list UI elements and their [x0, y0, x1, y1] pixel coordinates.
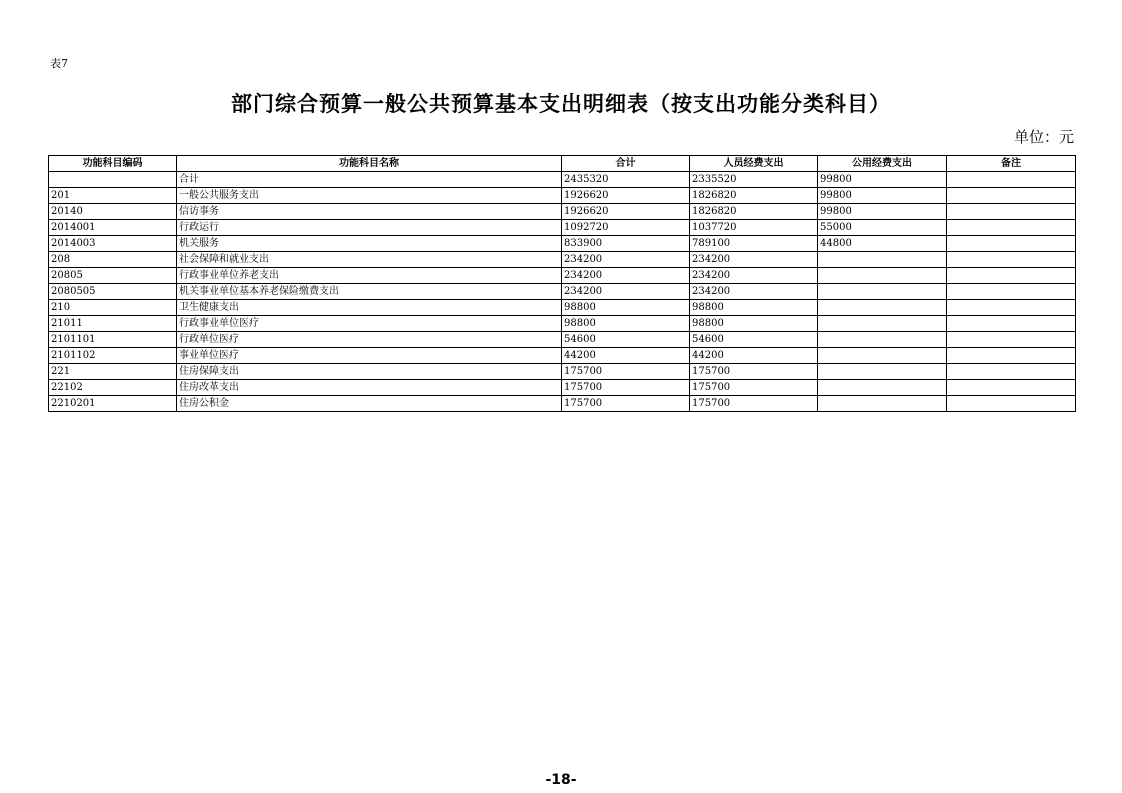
code-cell: 2080505 [49, 284, 177, 300]
note-cell [947, 204, 1076, 220]
personnel-cell: 98800 [690, 300, 818, 316]
personnel-cell: 234200 [690, 252, 818, 268]
code-cell: 2014003 [49, 236, 177, 252]
note-cell [947, 380, 1076, 396]
public-cell [818, 268, 947, 284]
personnel-cell: 175700 [690, 396, 818, 412]
note-cell [947, 364, 1076, 380]
page-number: -18- [545, 772, 577, 788]
personnel-cell: 1826820 [690, 204, 818, 220]
table-row [49, 220, 1076, 236]
code-cell: 21011 [49, 316, 177, 332]
public-cell: 55000 [818, 220, 947, 236]
name-cell: 行政事业单位医疗 [177, 316, 562, 332]
table-row [49, 348, 1076, 364]
code-cell: 201 [49, 188, 177, 204]
table-row [49, 300, 1076, 316]
table-row [49, 188, 1076, 204]
public-cell [818, 396, 947, 412]
column-header-public: 公用经费支出 [818, 156, 947, 172]
column-header-total: 合计 [562, 156, 690, 172]
total-cell: 175700 [562, 380, 690, 396]
code-cell [49, 172, 177, 188]
name-cell: 一般公共服务支出 [177, 188, 562, 204]
note-cell [947, 252, 1076, 268]
table-row [49, 316, 1076, 332]
code-cell: 20140 [49, 204, 177, 220]
total-cell: 234200 [562, 284, 690, 300]
code-cell: 2210201 [49, 396, 177, 412]
note-cell [947, 396, 1076, 412]
total-cell: 98800 [562, 316, 690, 332]
public-cell [818, 316, 947, 332]
note-cell [947, 300, 1076, 316]
name-cell: 住房公积金 [177, 396, 562, 412]
total-cell: 1926620 [562, 188, 690, 204]
name-cell: 信访事务 [177, 204, 562, 220]
personnel-cell: 175700 [690, 364, 818, 380]
name-cell: 行政单位医疗 [177, 332, 562, 348]
personnel-cell: 175700 [690, 380, 818, 396]
name-cell: 机关事业单位基本养老保险缴费支出 [177, 284, 562, 300]
table-row [49, 364, 1076, 380]
total-cell: 1926620 [562, 204, 690, 220]
table-header-row [49, 156, 1076, 172]
note-cell [947, 236, 1076, 252]
public-cell [818, 348, 947, 364]
total-cell: 98800 [562, 300, 690, 316]
total-cell: 234200 [562, 252, 690, 268]
unit-label: 单位：元 [1013, 128, 1074, 146]
code-cell: 20805 [49, 268, 177, 284]
note-cell [947, 284, 1076, 300]
table-row [49, 396, 1076, 412]
note-cell [947, 268, 1076, 284]
personnel-cell: 234200 [690, 268, 818, 284]
personnel-cell: 789100 [690, 236, 818, 252]
name-cell: 行政运行 [177, 220, 562, 236]
public-cell: 99800 [818, 204, 947, 220]
code-cell: 210 [49, 300, 177, 316]
note-cell [947, 316, 1076, 332]
personnel-cell: 44200 [690, 348, 818, 364]
table-row [49, 332, 1076, 348]
public-cell [818, 364, 947, 380]
total-cell: 833900 [562, 236, 690, 252]
name-cell: 行政事业单位养老支出 [177, 268, 562, 284]
personnel-cell: 234200 [690, 284, 818, 300]
note-cell [947, 220, 1076, 236]
name-cell: 住房改革支出 [177, 380, 562, 396]
code-cell: 22102 [49, 380, 177, 396]
total-cell: 54600 [562, 332, 690, 348]
name-cell: 卫生健康支出 [177, 300, 562, 316]
public-cell [818, 300, 947, 316]
note-cell [947, 348, 1076, 364]
table-row [49, 284, 1076, 300]
name-cell: 住房保障支出 [177, 364, 562, 380]
table-label: 表7 [50, 57, 68, 70]
column-header-name: 功能科目名称 [177, 156, 562, 172]
code-cell: 221 [49, 364, 177, 380]
public-cell [818, 284, 947, 300]
personnel-cell: 2335520 [690, 172, 818, 188]
name-cell: 社会保障和就业支出 [177, 252, 562, 268]
table-row [49, 172, 1076, 188]
note-cell [947, 332, 1076, 348]
code-cell: 2101102 [49, 348, 177, 364]
public-cell [818, 252, 947, 268]
total-cell: 2435320 [562, 172, 690, 188]
budget-table [48, 155, 1076, 412]
public-cell [818, 332, 947, 348]
name-cell: 合计 [177, 172, 562, 188]
personnel-cell: 54600 [690, 332, 818, 348]
total-cell: 234200 [562, 268, 690, 284]
column-header-personnel: 人员经费支出 [690, 156, 818, 172]
code-cell: 2014001 [49, 220, 177, 236]
page-title: 部门综合预算一般公共预算基本支出明细表（按支出功能分类科目） [231, 92, 891, 116]
total-cell: 1092720 [562, 220, 690, 236]
code-cell: 2101101 [49, 332, 177, 348]
total-cell: 175700 [562, 396, 690, 412]
public-cell [818, 380, 947, 396]
personnel-cell: 1826820 [690, 188, 818, 204]
note-cell [947, 188, 1076, 204]
note-cell [947, 172, 1076, 188]
column-header-code: 功能科目编码 [49, 156, 177, 172]
table-row [49, 268, 1076, 284]
table-row [49, 380, 1076, 396]
personnel-cell: 98800 [690, 316, 818, 332]
public-cell: 99800 [818, 172, 947, 188]
total-cell: 44200 [562, 348, 690, 364]
name-cell: 机关服务 [177, 236, 562, 252]
personnel-cell: 1037720 [690, 220, 818, 236]
public-cell: 44800 [818, 236, 947, 252]
public-cell: 99800 [818, 188, 947, 204]
column-header-note: 备注 [947, 156, 1076, 172]
table-row [49, 252, 1076, 268]
total-cell: 175700 [562, 364, 690, 380]
table-row [49, 236, 1076, 252]
table-row [49, 204, 1076, 220]
name-cell: 事业单位医疗 [177, 348, 562, 364]
code-cell: 208 [49, 252, 177, 268]
